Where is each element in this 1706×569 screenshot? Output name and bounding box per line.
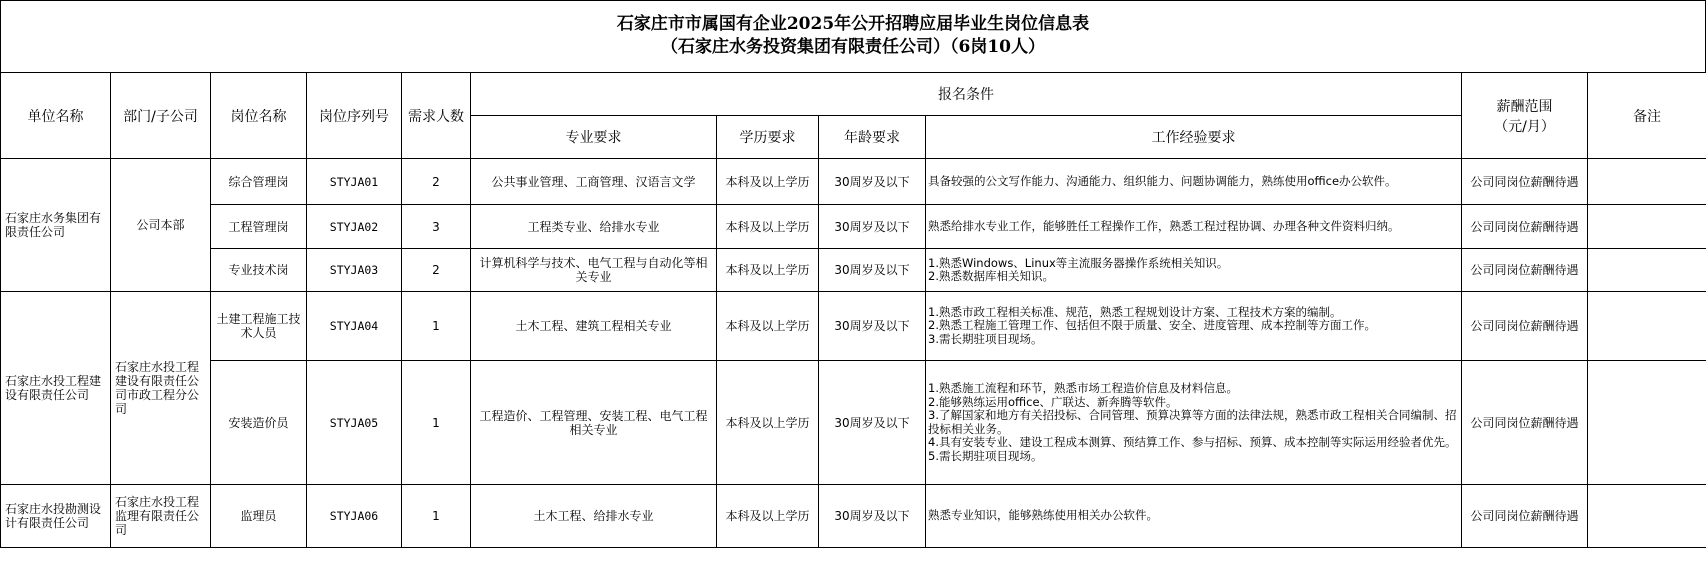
header-salary-line2: （元/月） [1494,118,1555,135]
major-cell: 土木工程、给排水专业 [471,485,717,548]
sheet-title [0,0,1706,73]
age-cell: 30周岁及以下 [819,361,926,485]
header-post: 岗位名称 [211,73,307,159]
exp-line: 3.了解国家和地方有关招投标、合同管理、预算决算等方面的法律法规，熟悉市政工程相关合同编制、招投标相关业务。 [928,408,1457,436]
code-cell: STYJA05 [307,361,402,485]
table-row [1,205,1706,249]
code-cell: STYJA06 [307,485,402,548]
title-line-2: （石家庄水务投资集团有限责任公司）（6岗10人） [661,37,1045,57]
count-cell: 2 [402,159,471,205]
salary-cell: 公司同岗位薪酬待遇 [1462,361,1588,485]
header-salary [1462,73,1588,159]
note-cell [1588,361,1706,485]
major-cell: 计算机科学与技术、电气工程与自动化等相关专业 [471,249,717,292]
salary-cell: 公司同岗位薪酬待遇 [1462,159,1588,205]
post-cell: 监理员 [211,485,307,548]
edu-cell: 本科及以上学历 [717,485,819,548]
post-cell: 工程管理岗 [211,205,307,249]
code-cell: STYJA04 [307,292,402,361]
dept-cell: 石家庄水投工程监理有限责任公司 [111,485,211,548]
exp-line: 1.熟悉施工流程和环节，熟悉市场工程造价信息及材料信息。 [928,381,1238,395]
table-row [1,159,1706,205]
major-cell: 工程造价、工程管理、安装工程、电气工程相关专业 [471,361,717,485]
exp-line: 2.熟悉数据库相关知识。 [928,269,1054,283]
exp-line: 1.熟悉市政工程相关标准、规范，熟悉工程规划设计方案、工程技术方案的编制。 [928,304,1342,319]
exp-line: 3.需长期驻项目现场。 [928,331,1043,346]
header-major: 专业要求 [471,116,717,159]
count-cell: 3 [402,205,471,249]
major-cell: 公共事业管理、工商管理、汉语言文学 [471,159,717,205]
count-cell: 1 [402,361,471,485]
edu-cell: 本科及以上学历 [717,205,819,249]
note-cell [1588,205,1706,249]
header-edu: 学历要求 [717,116,819,159]
post-cell: 综合管理岗 [211,159,307,205]
header-row-1 [1,73,1706,116]
dept-cell: 石家庄水投工程建设有限责任公司市政工程分公司 [111,292,211,485]
post-cell: 专业技术岗 [211,249,307,292]
header-conditions: 报名条件 [471,73,1462,116]
code-cell: STYJA02 [307,205,402,249]
note-cell [1588,485,1706,548]
header-count: 需求人数 [402,73,471,159]
exp-line: 熟悉给排水专业工作，能够胜任工程操作工作，熟悉工程过程协调、办理各种文件资料归纳。 [928,218,1400,233]
post-cell: 安装造价员 [211,361,307,485]
exp-cell [926,361,1462,485]
salary-cell: 公司同岗位薪酬待遇 [1462,249,1588,292]
table-row [1,292,1706,361]
age-cell: 30周岁及以下 [819,159,926,205]
exp-cell [926,249,1462,292]
age-cell: 30周岁及以下 [819,292,926,361]
note-cell [1588,159,1706,205]
exp-line: 4.具有安装专业、建设工程成本测算、预结算工作、参与招标、预算、成本控制等实际运用经验者优先。 [928,435,1457,449]
count-cell: 1 [402,292,471,361]
exp-cell [926,292,1462,361]
exp-cell [926,159,1462,205]
code-cell: STYJA01 [307,159,402,205]
title-line-1: 石家庄市市属国有企业2025年公开招聘应届毕业生岗位信息表 [616,14,1090,34]
exp-line: 5.需长期驻项目现场。 [928,448,1043,463]
major-cell: 工程类专业、给排水专业 [471,205,717,249]
edu-cell: 本科及以上学历 [717,361,819,485]
exp-line: 2.熟悉工程施工管理工作、包括但不限于质量、安全、进度管理、成本控制等方面工作。 [928,318,1376,333]
age-cell: 30周岁及以下 [819,205,926,249]
table-row [1,249,1706,292]
header-age: 年龄要求 [819,116,926,159]
exp-line: 熟悉专业知识，能够熟练使用相关办公软件。 [928,508,1158,523]
positions-table [0,72,1706,548]
header-unit: 单位名称 [1,73,111,159]
age-cell: 30周岁及以下 [819,485,926,548]
note-cell [1588,292,1706,361]
unit-cell: 石家庄水投勘测设计有限责任公司 [1,485,111,548]
count-cell: 2 [402,249,471,292]
header-note: 备注 [1588,73,1706,159]
post-cell: 土建工程施工技术人员 [211,292,307,361]
exp-line: 1.熟悉Windows、Linux等主流服务器操作系统相关知识。 [928,255,1229,270]
header-code: 岗位序列号 [307,73,402,159]
edu-cell: 本科及以上学历 [717,159,819,205]
table-row [1,361,1706,485]
edu-cell: 本科及以上学历 [717,249,819,292]
unit-cell: 石家庄水投工程建设有限责任公司 [1,292,111,485]
header-exp: 工作经验要求 [926,116,1462,159]
exp-line: 具备较强的公文写作能力、沟通能力、组织能力、问题协调能力，熟练使用office办公软件。 [928,173,1397,188]
header-salary-line1: 薪酬范围 [1496,98,1553,115]
salary-cell: 公司同岗位薪酬待遇 [1462,485,1588,548]
exp-cell [926,485,1462,548]
unit-cell: 石家庄水务集团有限责任公司 [1,159,111,292]
exp-line: 2.能够熟练运用office、广联达、新奔腾等软件。 [928,394,1178,409]
edu-cell: 本科及以上学历 [717,292,819,361]
age-cell: 30周岁及以下 [819,249,926,292]
major-cell: 土木工程、建筑工程相关专业 [471,292,717,361]
count-cell: 1 [402,485,471,548]
note-cell [1588,249,1706,292]
salary-cell: 公司同岗位薪酬待遇 [1462,205,1588,249]
exp-cell [926,205,1462,249]
code-cell: STYJA03 [307,249,402,292]
table-row [1,485,1706,548]
salary-cell: 公司同岗位薪酬待遇 [1462,292,1588,361]
dept-cell: 公司本部 [111,159,211,292]
header-dept: 部门/子公司 [111,73,211,159]
